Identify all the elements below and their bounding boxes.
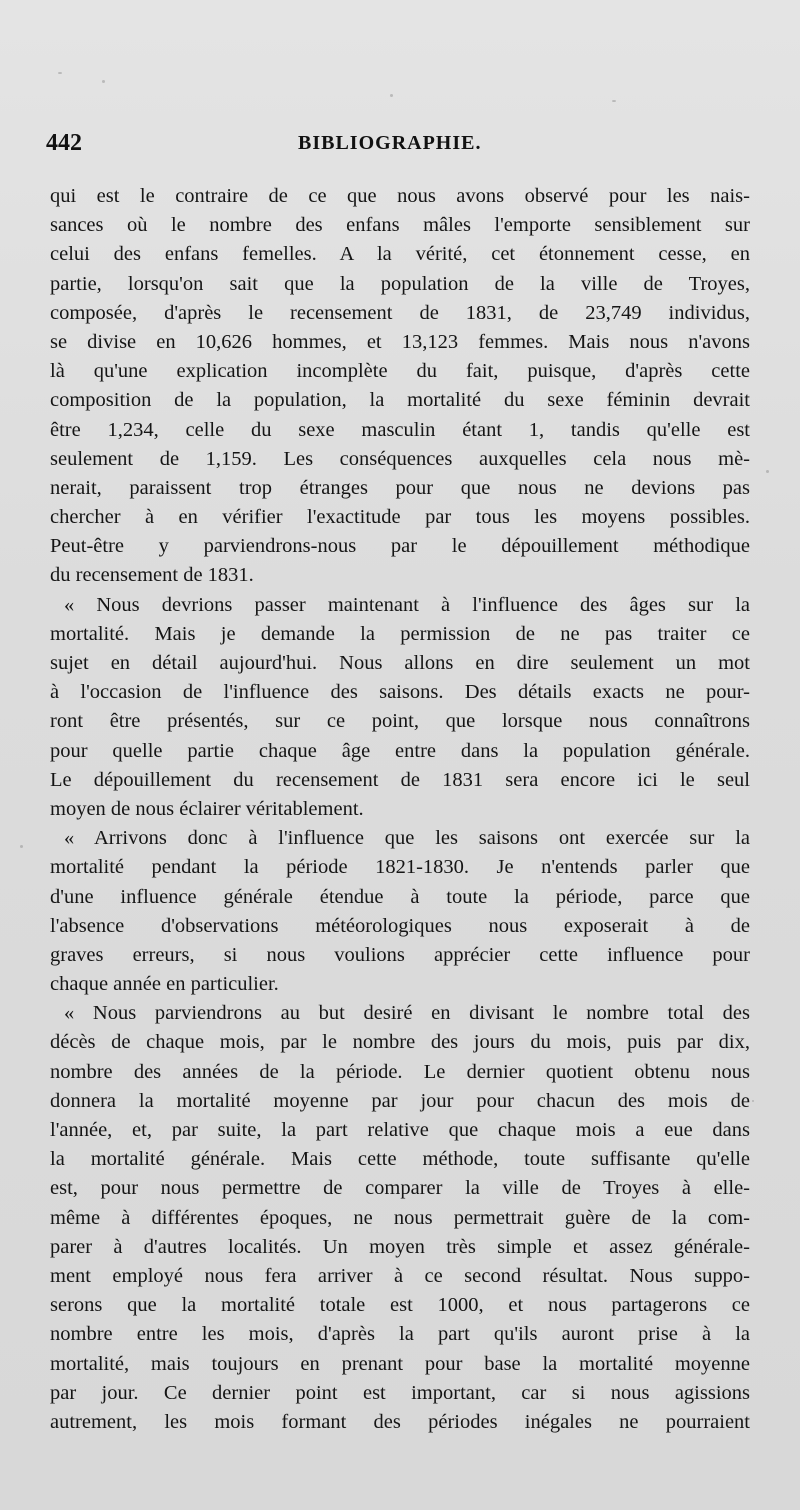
text-line: être 1,234, celle du sexe masculin étant 1, tandis qu'elle est <box>50 418 750 441</box>
text-line: « Nous devrions passer maintenant à l'influence des âges sur la <box>64 593 750 616</box>
text-line: autrement, les mois formant des périodes inégales ne pourraient <box>50 1410 750 1433</box>
text-line: qui est le contraire de ce que nous avons observé pour les nais- <box>50 185 750 207</box>
text-line: décès de chaque mois, par le nombre des jours du mois, puis par dix, <box>50 1031 750 1054</box>
text-line: partie, lorsqu'on sait que la population de la ville de Troyes, <box>50 272 750 295</box>
text-line: d'une influence générale étendue à toute la période, parce que <box>50 885 750 908</box>
page-number: 442 <box>46 130 82 156</box>
text-line: mortalité pendant la période 1821-1830. Je n'entends parler que <box>50 856 750 879</box>
text-line: donnera la mortalité moyenne par jour pour chacun des mois de <box>50 1089 750 1112</box>
text-line: Peut-être y parviendrons-nous par le dépouillement méthodique <box>50 535 750 558</box>
text-line: par jour. Ce dernier point est important, car si nous agissions <box>50 1381 750 1404</box>
text-line: Le dépouillement du recensement de 1831 sera encore ici le seul <box>50 768 750 791</box>
text-line: serons que la mortalité totale est 1000, et nous partagerons ce <box>50 1294 750 1317</box>
paper-speck <box>58 72 62 74</box>
text-line: se divise en 10,626 hommes, et 13,123 femmes. Mais nous n'avons <box>50 330 750 353</box>
text-line: sujet en détail aujourd'hui. Nous allons en dire seulement un mot <box>50 652 750 674</box>
running-title: BIBLIOGRAPHIE. <box>298 132 482 154</box>
text-line: du recensement de 1831. <box>50 564 254 587</box>
text-line: ment employé nous fera arriver à ce second résultat. Nous suppo- <box>50 1264 750 1287</box>
text-line: l'absence d'observations météorologiques nous exposerait à de <box>50 914 750 937</box>
paper-speck <box>20 845 23 848</box>
body-text <box>50 182 750 1437</box>
text-line: ront être présentés, sur ce point, que lorsque nous connaîtrons <box>50 710 750 733</box>
text-line: parer à d'autres localités. Un moyen très simple et assez générale- <box>50 1235 750 1258</box>
text-line: seulement de 1,159. Les conséquences auxquelles cela nous mè- <box>50 447 750 470</box>
paper-speck <box>752 1100 754 1102</box>
text-line: nerait, paraissent trop étranges pour que nous ne devions pas <box>50 476 750 499</box>
text-line: là qu'une explication incomplète du fait, puisque, d'après cette <box>50 360 750 383</box>
text-line: nombre des années de la période. Le dernier quotient obtenu nous <box>50 1060 750 1083</box>
text-line: mortalité. Mais je demande la permission de ne pas traiter ce <box>50 622 750 645</box>
text-line: celui des enfans femelles. A la vérité, cet étonnement cesse, en <box>50 243 750 266</box>
text-line: chercher à en vérifier l'exactitude par tous les moyens possibles. <box>50 506 750 529</box>
text-line: « Arrivons donc à l'influence que les saisons ont exercée sur la <box>64 827 750 850</box>
text-line: l'année, et, par suite, la part relative que chaque mois a eue dans <box>50 1119 750 1141</box>
text-line: composition de la population, la mortalité du sexe féminin devrait <box>50 389 750 412</box>
text-line: moyen de nous éclairer véritablement. <box>50 797 364 820</box>
page-header <box>46 130 754 164</box>
text-line: nombre entre les mois, d'après la part qu'ils auront prise à la <box>50 1323 750 1346</box>
text-line: même à différentes époques, ne nous permettrait guère de la com- <box>50 1206 750 1229</box>
text-line: chaque année en particulier. <box>50 973 279 996</box>
text-line: mortalité, mais toujours en prenant pour base la mortalité moyenne <box>50 1352 750 1375</box>
paper-speck <box>390 94 393 97</box>
text-line: à l'occasion de l'influence des saisons. Des détails exacts ne pour- <box>50 681 750 704</box>
text-line: sances où le nombre des enfans mâles l'emporte sensiblement sur <box>50 214 750 237</box>
text-line: composée, d'après le recensement de 1831, de 23,749 individus, <box>50 301 750 324</box>
paper-speck <box>102 80 105 83</box>
text-line: est, pour nous permettre de comparer la ville de Troyes à elle- <box>50 1177 750 1200</box>
paper-speck <box>766 470 769 473</box>
text-line: pour quelle partie chaque âge entre dans la population générale. <box>50 739 750 762</box>
paper-speck <box>612 100 616 102</box>
text-line: la mortalité générale. Mais cette méthode, toute suffisante qu'elle <box>50 1148 750 1171</box>
text-line: « Nous parviendrons au but desiré en divisant le nombre total des <box>64 1002 750 1025</box>
text-line: graves erreurs, si nous voulions apprécier cette influence pour <box>50 943 750 966</box>
